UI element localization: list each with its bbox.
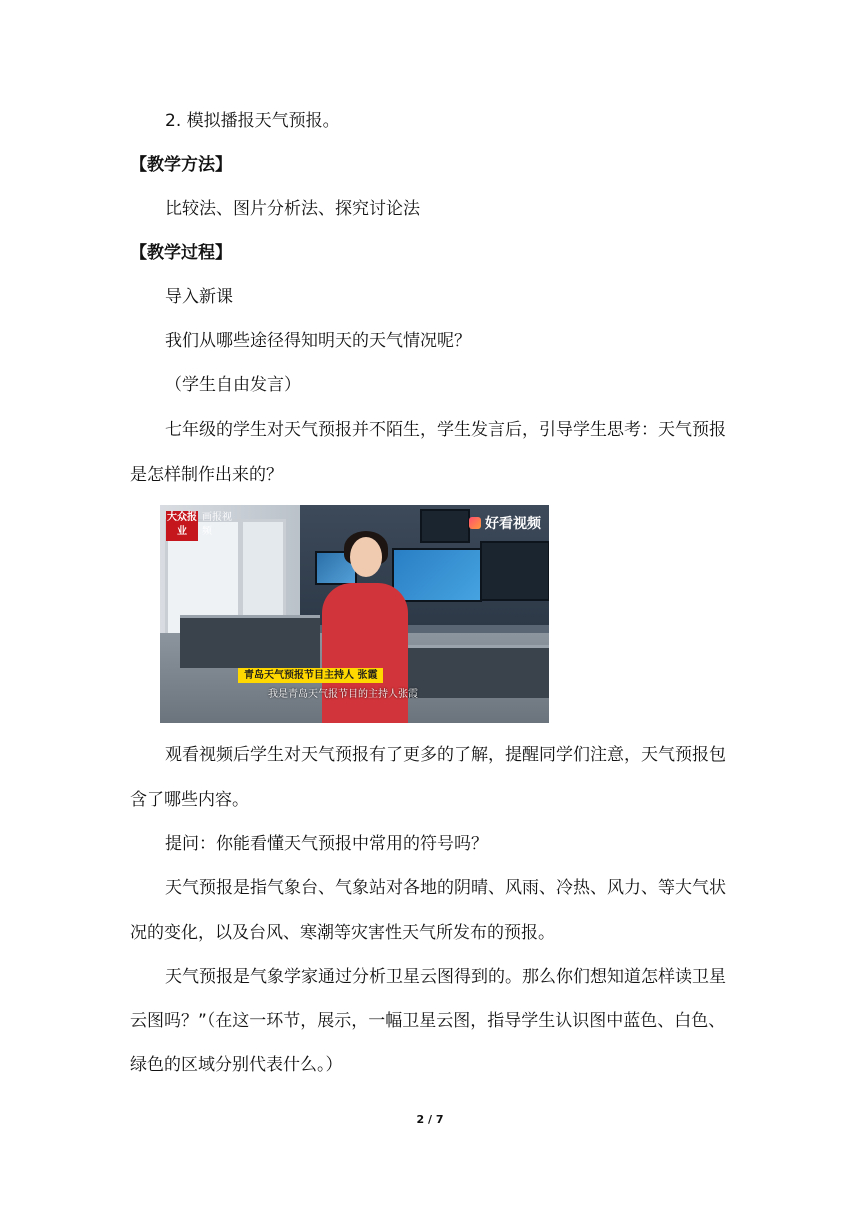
page-number: 2 / 7 bbox=[416, 1113, 444, 1126]
video-console bbox=[400, 645, 549, 698]
text-line: 含了哪些内容。 bbox=[130, 790, 249, 810]
brand-label: 好看视频 bbox=[485, 516, 541, 532]
video-screenshot[interactable] bbox=[160, 505, 549, 723]
text-line: 绿色的区域分别代表什么。） bbox=[130, 1055, 343, 1075]
text-line: 况的变化，以及台风、寒潮等灾害性天气所发布的预报。 bbox=[130, 923, 555, 943]
text-line: 我们从哪些途径得知明天的天气情况呢？ bbox=[165, 331, 471, 351]
video-monitor bbox=[480, 541, 549, 601]
logo-red-badge: 大众报业 bbox=[166, 511, 198, 541]
section-heading: 【教学方法】 bbox=[130, 155, 232, 175]
presenter-nameplate: 青岛天气预报节目主持人 张霞 bbox=[238, 668, 383, 683]
text-line: 导入新课 bbox=[165, 287, 233, 307]
video-monitor bbox=[420, 509, 470, 543]
text-line: 七年级的学生对天气预报并不陌生，学生发言后，引导学生思考：天气预报 bbox=[165, 420, 726, 440]
video-brand bbox=[469, 515, 541, 533]
channel-logo bbox=[166, 511, 236, 541]
presenter-body bbox=[322, 583, 408, 723]
text-line: 云图吗？”（在这一环节，展示，一幅卫星云图，指导学生认识图中蓝色、白色、 bbox=[130, 1011, 726, 1031]
video-console bbox=[180, 615, 320, 668]
text-line: 观看视频后学生对天气预报有了更多的了解，提醒同学们注意，天气预报包 bbox=[165, 745, 726, 765]
video-subtitle: 我是青岛天气报节目的主持人张霞 bbox=[268, 689, 418, 700]
logo-side-text: 画报视频 bbox=[202, 512, 232, 537]
text-line: 比较法、图片分析法、探究讨论法 bbox=[165, 199, 420, 219]
text-line: 天气预报是气象学家通过分析卫星云图得到的。那么你们想知道怎样读卫星 bbox=[165, 967, 726, 987]
weather-map-screen bbox=[392, 548, 482, 602]
play-icon bbox=[469, 517, 481, 529]
text-line: 提问：你能看懂天气预报中常用的符号吗？ bbox=[165, 834, 488, 854]
text-line: 2. 模拟播报天气预报。 bbox=[165, 111, 340, 131]
text-line: 天气预报是指气象台、气象站对各地的阴晴、风雨、冷热、风力、等大气状 bbox=[165, 878, 726, 898]
presenter-face bbox=[350, 537, 382, 577]
section-heading: 【教学过程】 bbox=[130, 243, 232, 263]
text-line: （学生自由发言） bbox=[165, 375, 301, 395]
text-line: 是怎样制作出来的？ bbox=[130, 465, 283, 485]
